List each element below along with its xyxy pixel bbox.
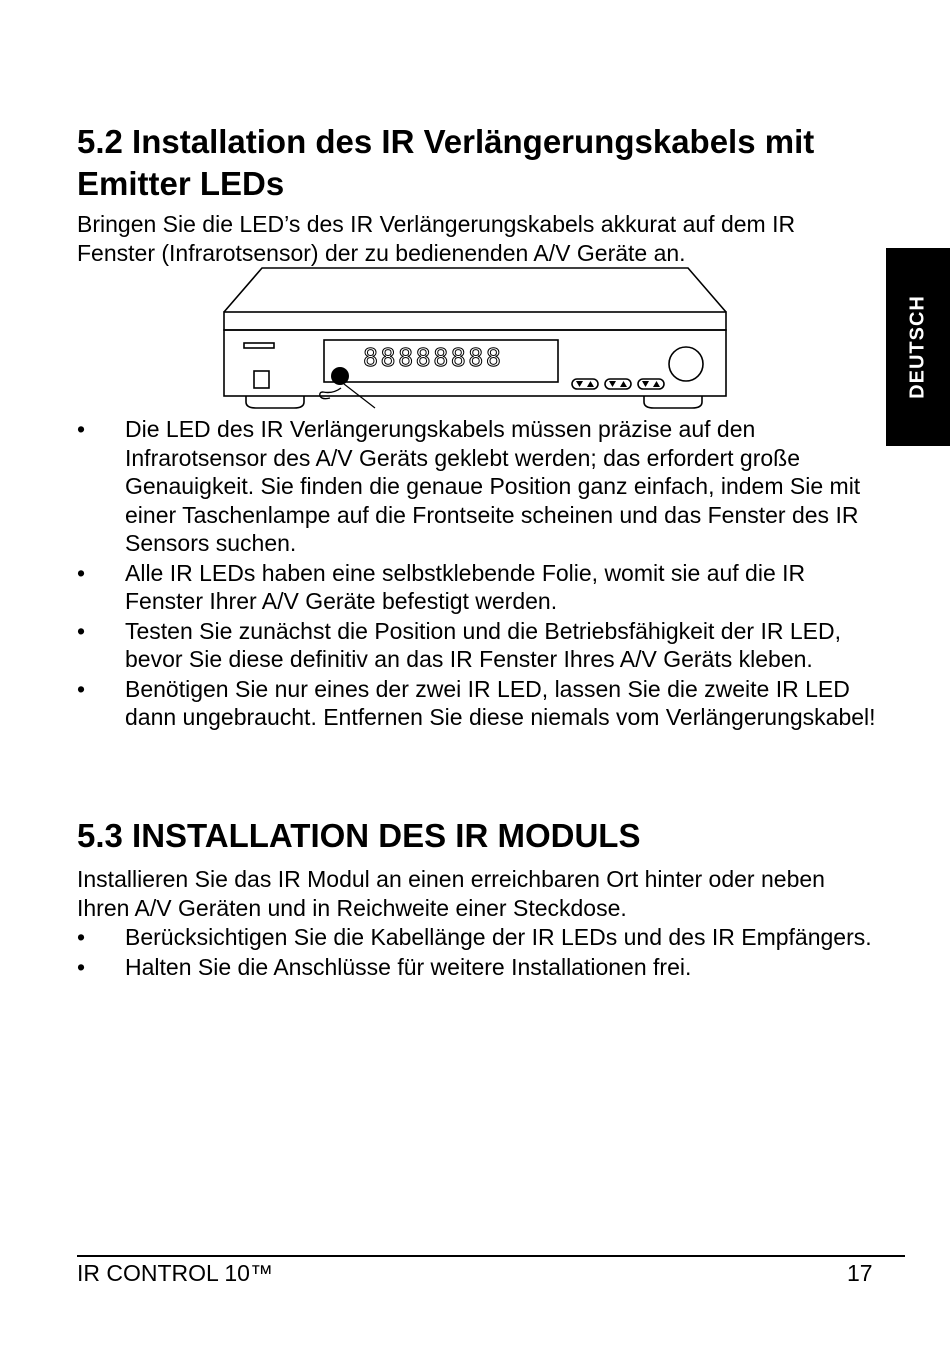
section-5-3-bullet-list [77,923,877,982]
page-number: 17 [847,1260,873,1286]
list-item [77,559,877,616]
bullet-text: Alle IR LEDs haben eine selbstklebende Folie, womit sie auf die IR Fenster Ihrer A/V Geräte befestigt werden. [125,559,806,614]
footer-product-name: IR CONTROL 10™ [77,1260,273,1286]
list-item [77,415,877,558]
section-5-3-intro: Installieren Sie das IR Modul an einen erreichbaren Ort hinter oder neben Ihren A/V Geräten und in Reichweite einer Steckdose. [77,866,825,921]
bullet-dot: • [77,617,86,644]
bullet-dot: • [77,675,86,702]
bullet-dot: • [77,559,86,586]
list-item [77,675,877,732]
language-label: DEUTSCH [906,295,929,399]
bullet-text: Die LED des IR Verlängerungskabels müssen präzise auf den Infrarotsensor des A/V Geräts geklebt werden; das erfordert große Genauigkeit. Sie finden die genaue Position ganz einfach, indem Sie mit einer Taschenlampe auf die Frontseite scheinen und das Fenster des IR Sensors suchen. [125,416,861,556]
section-5-2-bullet-list [77,415,877,733]
av-device-illustration [220,266,730,416]
section-5-3-heading: 5.3 INSTALLATION DES IR MODULS [77,817,641,854]
section-5-2-heading: 5.2 Installation des IR Verlängerungskabels mit Emitter LEDs [77,123,815,202]
bullet-text: Halten Sie die Anschlüsse für weitere Installationen frei. [125,953,692,980]
bullet-text: Benötigen Sie nur eines der zwei IR LED, lassen Sie die zweite IR LED dann ungebraucht. Entfernen Sie diese niemals vom Verlängerungskabel! [125,675,876,730]
footer-divider [77,1255,905,1257]
list-item [77,923,877,952]
bullet-dot: • [77,416,86,442]
bullet-text: Berücksichtigen Sie die Kabellänge der IR LEDs und des IR Empfängers. [125,924,872,950]
display-digits: 88888888 [363,343,504,372]
bullet-dot: • [77,924,86,950]
bullet-dot: • [77,953,86,980]
list-item [77,617,877,674]
bullet-text: Testen Sie zunächst die Position und die Betriebsfähigkeit der IR LED, bevor Sie diese definitiv an das IR Fenster Ihres A/V Geräts kleben. [125,617,841,672]
section-5-2-intro: Bringen Sie die LED’s des IR Verlängerungskabels akkurat auf dem IR Fenster (Infrarotsensor) der zu bedienenden A/V Geräte an. [77,211,796,266]
list-item [77,953,877,982]
language-side-tab [886,248,950,446]
